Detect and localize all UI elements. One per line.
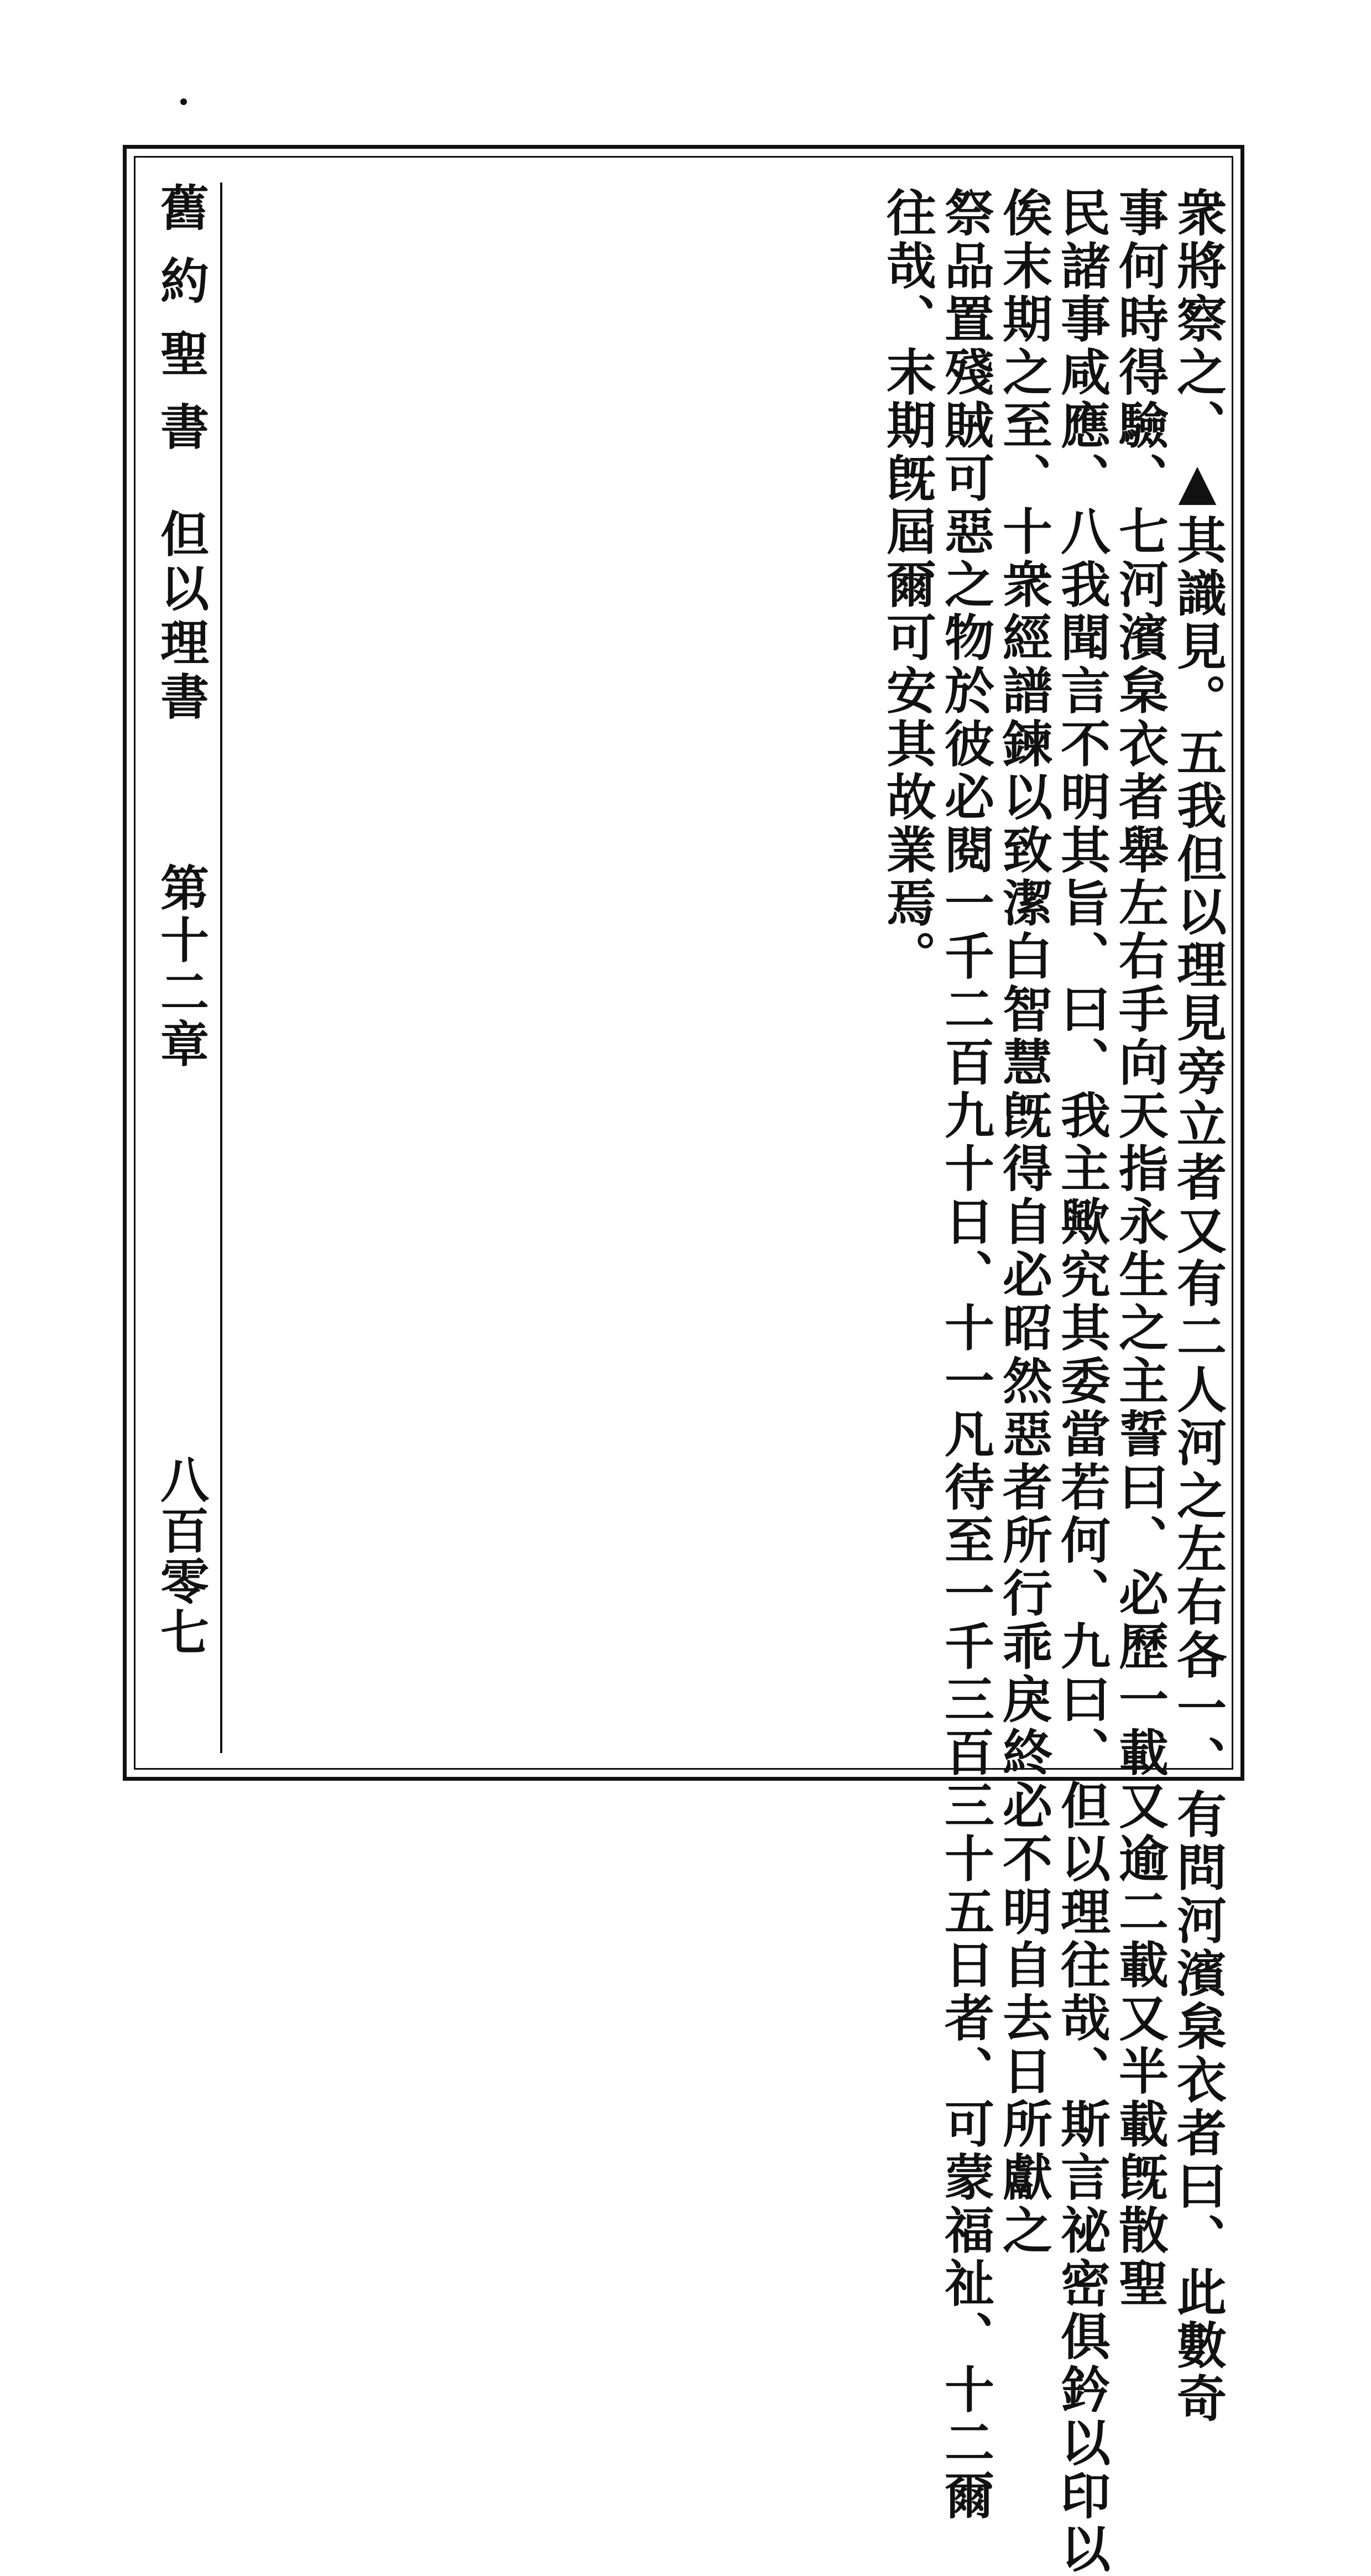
book-title: 但以理書 — [153, 509, 210, 726]
chapter-heading: 第十二章 — [153, 863, 210, 1071]
text-column-4: 俟末期之至、十衆經譜鍊以致潔白智慧旣得自必昭然惡者所行乖戾終必不明自去日所獻之 — [994, 187, 1052, 2257]
text-column-6: 往哉、末期旣屆爾可安其故業焉。 — [878, 187, 936, 983]
page-number: 八百零七 — [153, 1454, 210, 1658]
running-title: 舊約聖書 — [153, 182, 210, 474]
text-column-3: 民諸事咸應、八我聞言不明其旨、曰、我主歟究其委當若何、九曰、但以理往哉、斯言祕密俱鈐以印以 — [1052, 187, 1111, 2576]
margin-divider-line — [220, 182, 222, 1753]
text-column-1: 衆將察之、▲其識見。五我但以理見旁立者又有二人河之左右各一、有問河濱枲衣者曰、此數奇 — [1168, 187, 1227, 2426]
text-column-2: 事何時得驗、七河濱枲衣者舉左右手向天指永生之主誓曰、必歷一載又逾二載又半載旣散聖 — [1110, 187, 1169, 2311]
text-column-5: 祭品置殘賊可惡之物於彼必閱一千二百九十日、十一凡待至一千三百三十五日者、可蒙福祉、十二爾 — [936, 187, 994, 2523]
ink-dot — [180, 98, 187, 105]
